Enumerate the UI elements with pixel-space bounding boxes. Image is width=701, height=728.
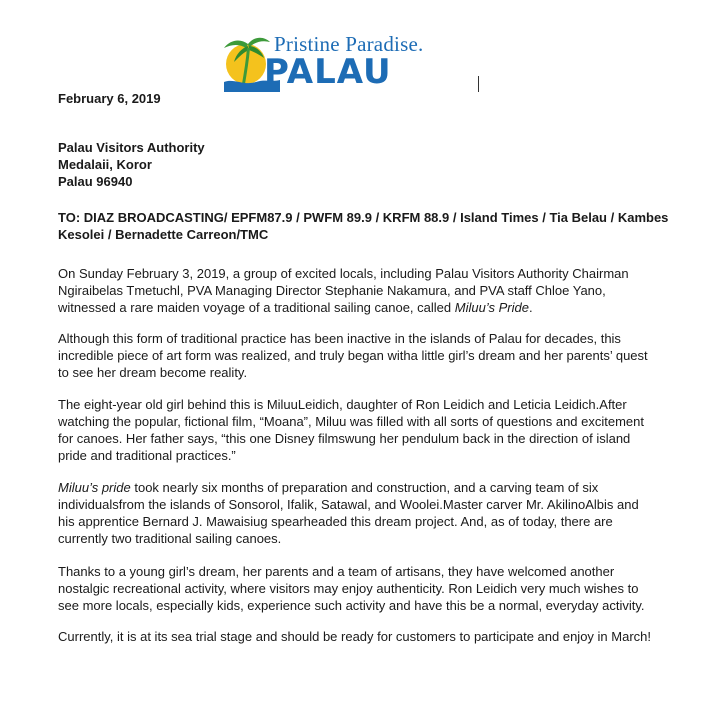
- paragraph-4: [58, 479, 658, 547]
- text-line: incredible piece of art form was realized, and truly began witha little girl’s dream and her parents’ quest: [58, 348, 648, 363]
- letter-date: February 6, 2019: [58, 91, 161, 106]
- canoe-name-italic: Miluu’s pride: [58, 480, 131, 495]
- address-line-1: Palau Visitors Authority: [58, 140, 205, 155]
- text-line: watching the popular, fictional film, “Moana”, Miluu was filled with all sorts of questions and excitement: [58, 414, 645, 429]
- text-line: currently two traditional sailing canoes.: [58, 531, 282, 546]
- text-line: Currently, it is at its sea trial stage and should be ready for customers to participate and enjoy in March!: [58, 629, 651, 644]
- paragraph-3: [58, 396, 658, 464]
- address-line-2: Medalaii, Koror: [58, 157, 152, 172]
- text-line: pride and traditional practices.”: [58, 448, 236, 463]
- logo-tagline: Pristine Paradise.: [274, 32, 424, 56]
- recipients-line-1: TO: DIAZ BROADCASTING/ EPFM87.9 / PWFM 89.9 / KRFM 88.9 / Island Times / Tia Belau / Kambes: [58, 210, 669, 225]
- palau-logo: [222, 30, 462, 92]
- text-line: nostalgic recreational activity, where visitors may enjoy authenticity. Ron Leidich very much wishes to: [58, 581, 639, 596]
- canoe-name-italic: Miluu’s Pride: [454, 300, 529, 315]
- text-line: Although this form of traditional practice has been inactive in the islands of Palau for decades, this: [58, 331, 621, 346]
- paragraph-5: [58, 563, 658, 614]
- recipients-line-2: Kesolei / Bernadette Carreon/TMC: [58, 227, 269, 242]
- text-line: see more locals, especially kids, experience such activity and have this be a normal, everyday activity.: [58, 598, 645, 613]
- text-line: Ngiraibelas Tmetuchl, PVA Managing Director Stephanie Nakamura, and PVA staff Chloe Yano,: [58, 283, 606, 298]
- paragraph-2: [58, 330, 658, 381]
- address-line-3: Palau 96940: [58, 174, 133, 189]
- text-line: The eight-year old girl behind this is MiluuLeidich, daughter of Ron Leidich and Leticia Leidich.After: [58, 397, 627, 412]
- text-line: to see her dream become reality.: [58, 365, 248, 380]
- text-line: Miluu’s pride took nearly six months of preparation and construction, and a carving team of six: [58, 480, 599, 495]
- logo-wordmark: PALAU: [264, 52, 392, 92]
- text-line: his apprentice Bernard J. Mawaisiug spearheaded this dream project. And, as of today, there are: [58, 514, 613, 529]
- text-line: witnessed a rare maiden voyage of a traditional sailing canoe, called Miluu’s Pride.: [58, 300, 533, 315]
- text-line: individualsfrom the islands of Sonsorol, Ifalik, Satawal, and Woolei.Master carver Mr. AkilinoAlbis and: [58, 497, 639, 512]
- text-line: Thanks to a young girl’s dream, her parents and a team of artisans, they have welcomed another: [58, 564, 615, 579]
- text-line: On Sunday February 3, 2019, a group of excited locals, including Palau Visitors Authority Chairman: [58, 266, 629, 281]
- text-line: for canoes. Her father says, “this one Disney filmswung her pendulum back in the direction of island: [58, 431, 631, 446]
- paragraph-6: [58, 628, 658, 645]
- text-cursor: [478, 76, 479, 92]
- paragraph-1: [58, 265, 658, 316]
